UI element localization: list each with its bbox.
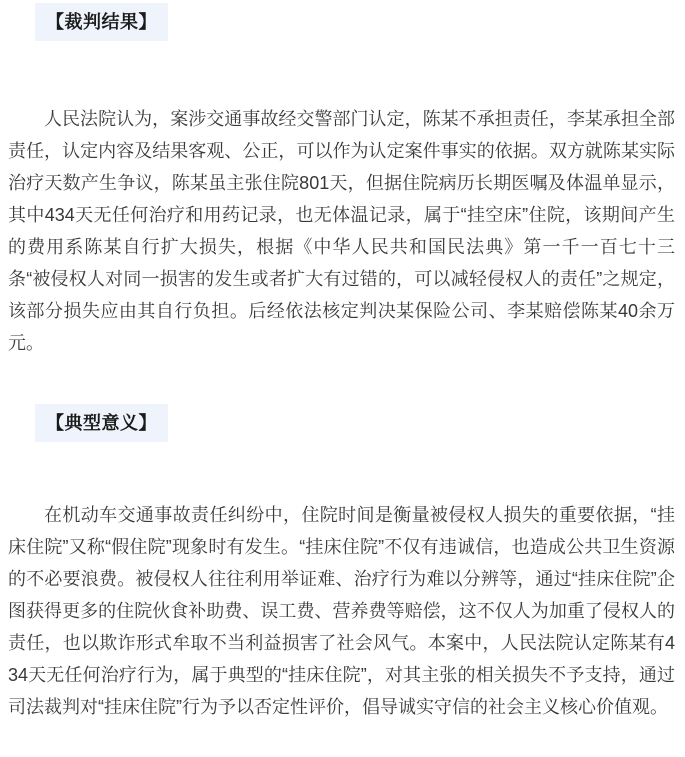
judgment-result-heading-row (0, 0, 685, 41)
typical-significance-heading-row (0, 359, 685, 442)
paragraph-judgment-result: 人民法院认为，案涉交通事故经交警部门认定，陈某不承担责任，李某承担全部责任，认定内容及结果客观、公正，可以作为认定案件事实的依据。双方就陈某实际治疗天数产生争议，陈某虽主张住院801天，但据住院病历长期医嘱及体温单显示，其中434天无任何治疗和用药记录，也无体温记录，属于“挂空床”住院，该期间产生的费用系陈某自行扩大损失，根据《中华人民共和国民法典》第一千一百七十三条“被侵权人对同一损害的发生或者扩大有过错的，可以减轻侵权人的责任”之规定，该部分损失应由其自行负担。后经依法核定判决某保险公司、李某赔偿陈某40余万元。 (8, 109, 675, 353)
section-heading-judgment-result: 【裁判结果】 (35, 3, 168, 41)
section-heading-typical-significance: 【典型意义】 (35, 404, 168, 442)
paragraph-typical-significance: 在机动车交通事故责任纠纷中，住院时间是衡量被侵权人损失的重要依据，“挂床住院”又称“假住院”现象时有发生。“挂床住院”不仅有违诚信，也造成公共卫生资源的不必要浪费。被侵权人往往利用举证难、治疗行为难以分辨等，通过“挂床住院”企图获得更多的住院伙食补助费、误工费、营养费等赔偿，这不仅人为加重了侵权人的责任，也以欺诈形式牟取不当利益损害了社会风气。本案中，人民法院认定陈某有434天无任何治疗行为，属于典型的“挂床住院”，对其主张的相关损失不予支持，通过司法裁判对“挂床住院”行为予以否定性评价，倡导诚实守信的社会主义核心价值观。 (8, 505, 675, 717)
